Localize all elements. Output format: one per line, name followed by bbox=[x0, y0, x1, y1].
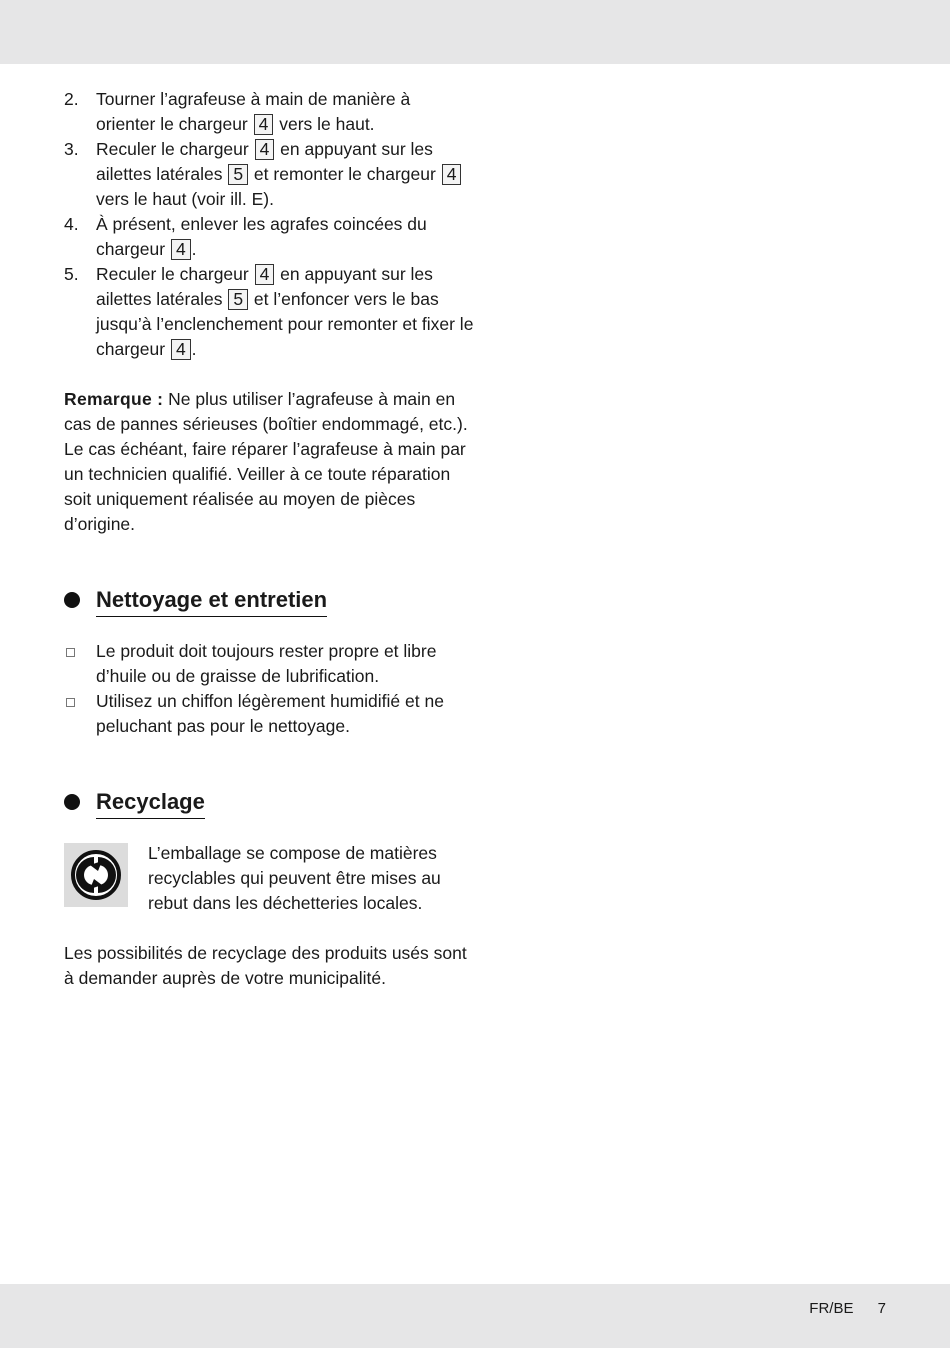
step-number: 2. bbox=[64, 89, 79, 109]
section-heading-recycling bbox=[64, 787, 474, 819]
step-text: Reculer le chargeur bbox=[96, 139, 254, 159]
part-ref-box: 4 bbox=[255, 264, 275, 285]
step-text: en appuyant sur les ailettes latérales bbox=[96, 139, 433, 184]
step-text: et remonter le chargeur bbox=[249, 164, 441, 184]
step-text: Reculer le chargeur bbox=[96, 264, 254, 284]
step-number: 4. bbox=[64, 214, 79, 234]
section-heading-cleaning bbox=[64, 585, 474, 617]
step-text: vers le haut (voir ill. E). bbox=[96, 189, 274, 209]
page-content bbox=[64, 87, 474, 1009]
bullet-dot-icon bbox=[64, 592, 80, 608]
cleaning-list bbox=[64, 639, 474, 739]
step-text: À présent, enlever les agrafes coincées du chargeur bbox=[96, 214, 427, 259]
part-ref-box: 4 bbox=[171, 339, 191, 360]
footer-band bbox=[0, 1284, 950, 1348]
step-item bbox=[64, 137, 474, 212]
recycling-info bbox=[64, 841, 474, 941]
part-ref-box: 5 bbox=[228, 164, 248, 185]
step-text: . bbox=[191, 239, 197, 259]
part-ref-box: 4 bbox=[171, 239, 191, 260]
step-item bbox=[64, 262, 474, 362]
list-item bbox=[64, 639, 474, 689]
step-text: Tourner l’agrafeuse à main de manière à orienter le chargeur bbox=[96, 89, 411, 134]
green-dot-recycling-icon bbox=[64, 843, 128, 907]
page-footer bbox=[809, 1300, 886, 1317]
header-band bbox=[0, 0, 950, 64]
remark-label: Remarque : bbox=[64, 389, 164, 409]
part-ref-box: 5 bbox=[228, 289, 248, 310]
packaging-text: L’emballage se compose de matières recyclables qui peuvent être mises au rebut dans les déchetteries locales. bbox=[148, 843, 441, 913]
heading-text: Nettoyage et entretien bbox=[96, 585, 327, 617]
part-ref-box: 4 bbox=[255, 139, 275, 160]
language-code: FR/BE bbox=[809, 1300, 854, 1317]
step-text: . bbox=[191, 339, 197, 359]
list-item-text: Utilisez un chiffon légèrement humidifié et ne peluchant pas pour le nettoyage. bbox=[96, 691, 444, 736]
recycling-closing-text: Les possibilités de recyclage des produits usés sont à demander auprès de votre municipalité. bbox=[64, 943, 467, 988]
remark-text: Ne plus utiliser l’agrafeuse à main en cas de pannes sérieuses (boîtier endommagé, etc.). Le cas échéant, faire réparer l’agrafeuse à main par un technicien qualifié. Veiller à ce toute réparation soit uniquement réalisée au moyen de pièces d’origine. bbox=[64, 389, 468, 534]
step-item bbox=[64, 212, 474, 262]
step-text: en appuyant sur les ailettes latérales bbox=[96, 264, 433, 309]
step-item bbox=[64, 87, 474, 137]
square-bullet-icon bbox=[66, 648, 75, 657]
list-item bbox=[64, 689, 474, 739]
page-number: 7 bbox=[877, 1300, 886, 1317]
remark-paragraph bbox=[64, 387, 474, 537]
step-text: et l’enfoncer vers le bas jusqu’à l’enclenchement pour remonter et fixer le chargeur bbox=[96, 289, 474, 359]
list-item-text: Le produit doit toujours rester propre et libre d’huile ou de graisse de lubrification. bbox=[96, 641, 437, 686]
square-bullet-icon bbox=[66, 698, 75, 707]
part-ref-box: 4 bbox=[254, 114, 274, 135]
heading-text: Recyclage bbox=[96, 787, 205, 819]
step-text: vers le haut. bbox=[274, 114, 375, 134]
part-ref-box: 4 bbox=[442, 164, 462, 185]
steps-list bbox=[64, 87, 474, 362]
bullet-dot-icon bbox=[64, 794, 80, 810]
step-number: 3. bbox=[64, 139, 79, 159]
step-number: 5. bbox=[64, 264, 79, 284]
